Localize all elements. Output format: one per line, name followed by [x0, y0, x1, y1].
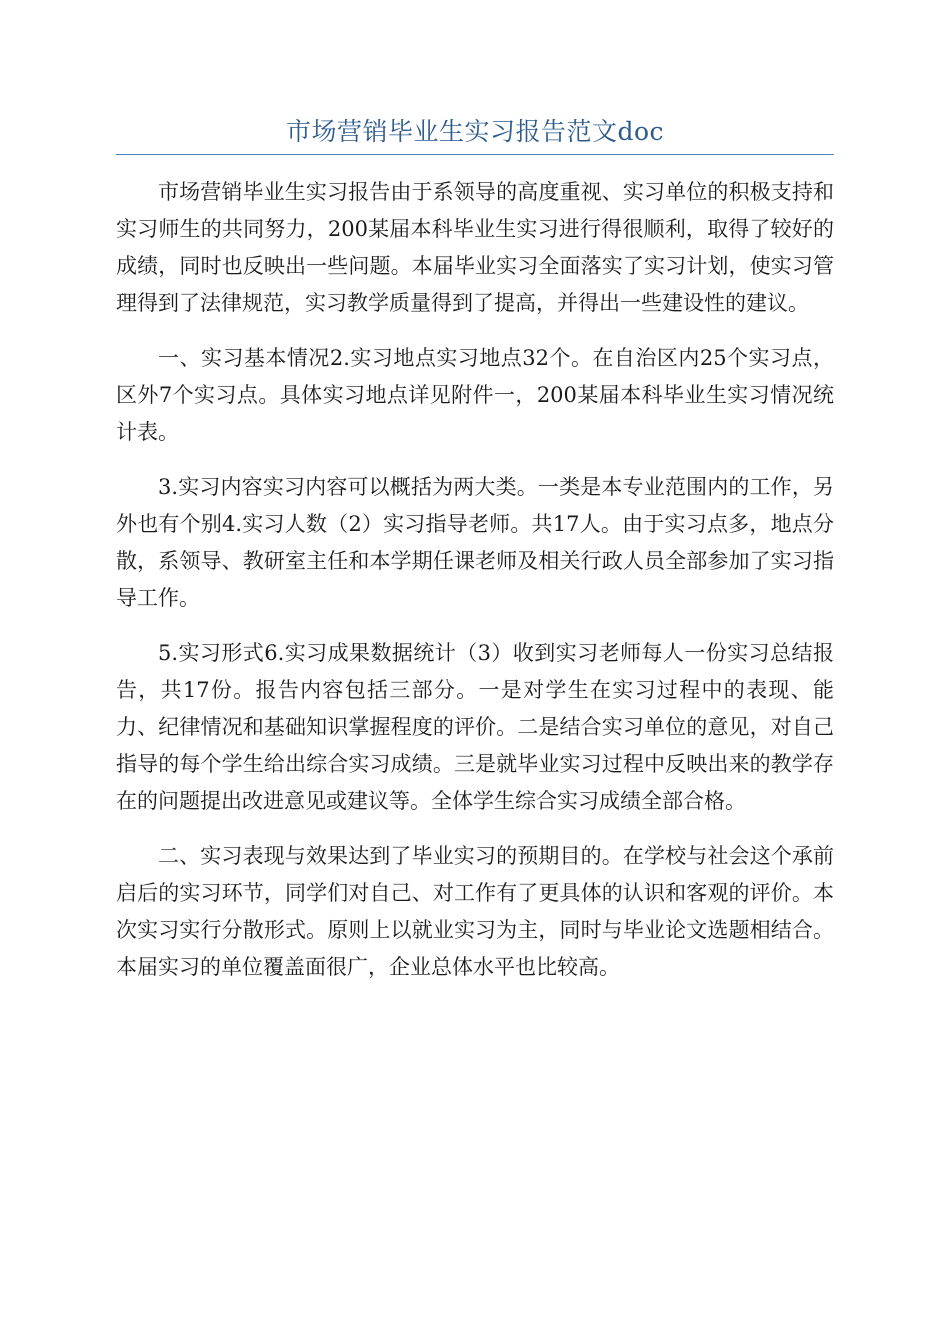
paragraph-performance: 二、实习表现与效果达到了毕业实习的预期目的。在学校与社会这个承前启后的实习环节，同学们对自己、对工作有了更具体的认识和客观的评价。本次实习实行分散形式。原则上以就业实习为主，同时与毕业论文选题相结合。本届实习的单位覆盖面很广，企业总体水平也比较高。 — [116, 844, 834, 979]
paragraph-basic-info: 一、实习基本情况2.实习地点实习地点32个。在自治区内25个实习点，区外7个实习点。具体实习地点详见附件一，200某届本科毕业生实习情况统计表。 — [116, 346, 834, 444]
title-underline — [116, 154, 834, 155]
paragraph-results-statistics: 5.实习形式6.实习成果数据统计（3）收到实习老师每人一份实习总结报告，共17份。报告内容包括三部分。一是对学生在实习过程中的表现、能力、纪律情况和基础知识掌握程度的评价。二是结合实习单位的意见，对自己指导的每个学生给出综合实习成绩。三是就毕业实习过程中反映出来的教学存在的问题提出改进意见或建议等。全体学生综合实习成绩全部合格。 — [116, 641, 834, 813]
document-title: 市场营销毕业生实习报告范文doc — [285, 117, 665, 146]
document-body — [116, 174, 834, 1004]
paragraph-intro: 市场营销毕业生实习报告由于系领导的高度重视、实习单位的积极支持和实习师生的共同努力，200某届本科毕业生实习进行得很顺利，取得了较好的成绩，同时也反映出一些问题。本届毕业实习全面落实了实习计划，使实习管理得到了法律规范，实习教学质量得到了提高，并得出一些建设性的建议。 — [116, 180, 834, 315]
paragraph-content-instructors: 3.实习内容实习内容可以概括为两大类。一类是本专业范围内的工作，另外也有个别4.实习人数（2）实习指导老师。共17人。由于实习点多，地点分散，系领导、教研室主任和本学期任课老师及相关行政人员全部参加了实习指导工作。 — [116, 475, 834, 610]
